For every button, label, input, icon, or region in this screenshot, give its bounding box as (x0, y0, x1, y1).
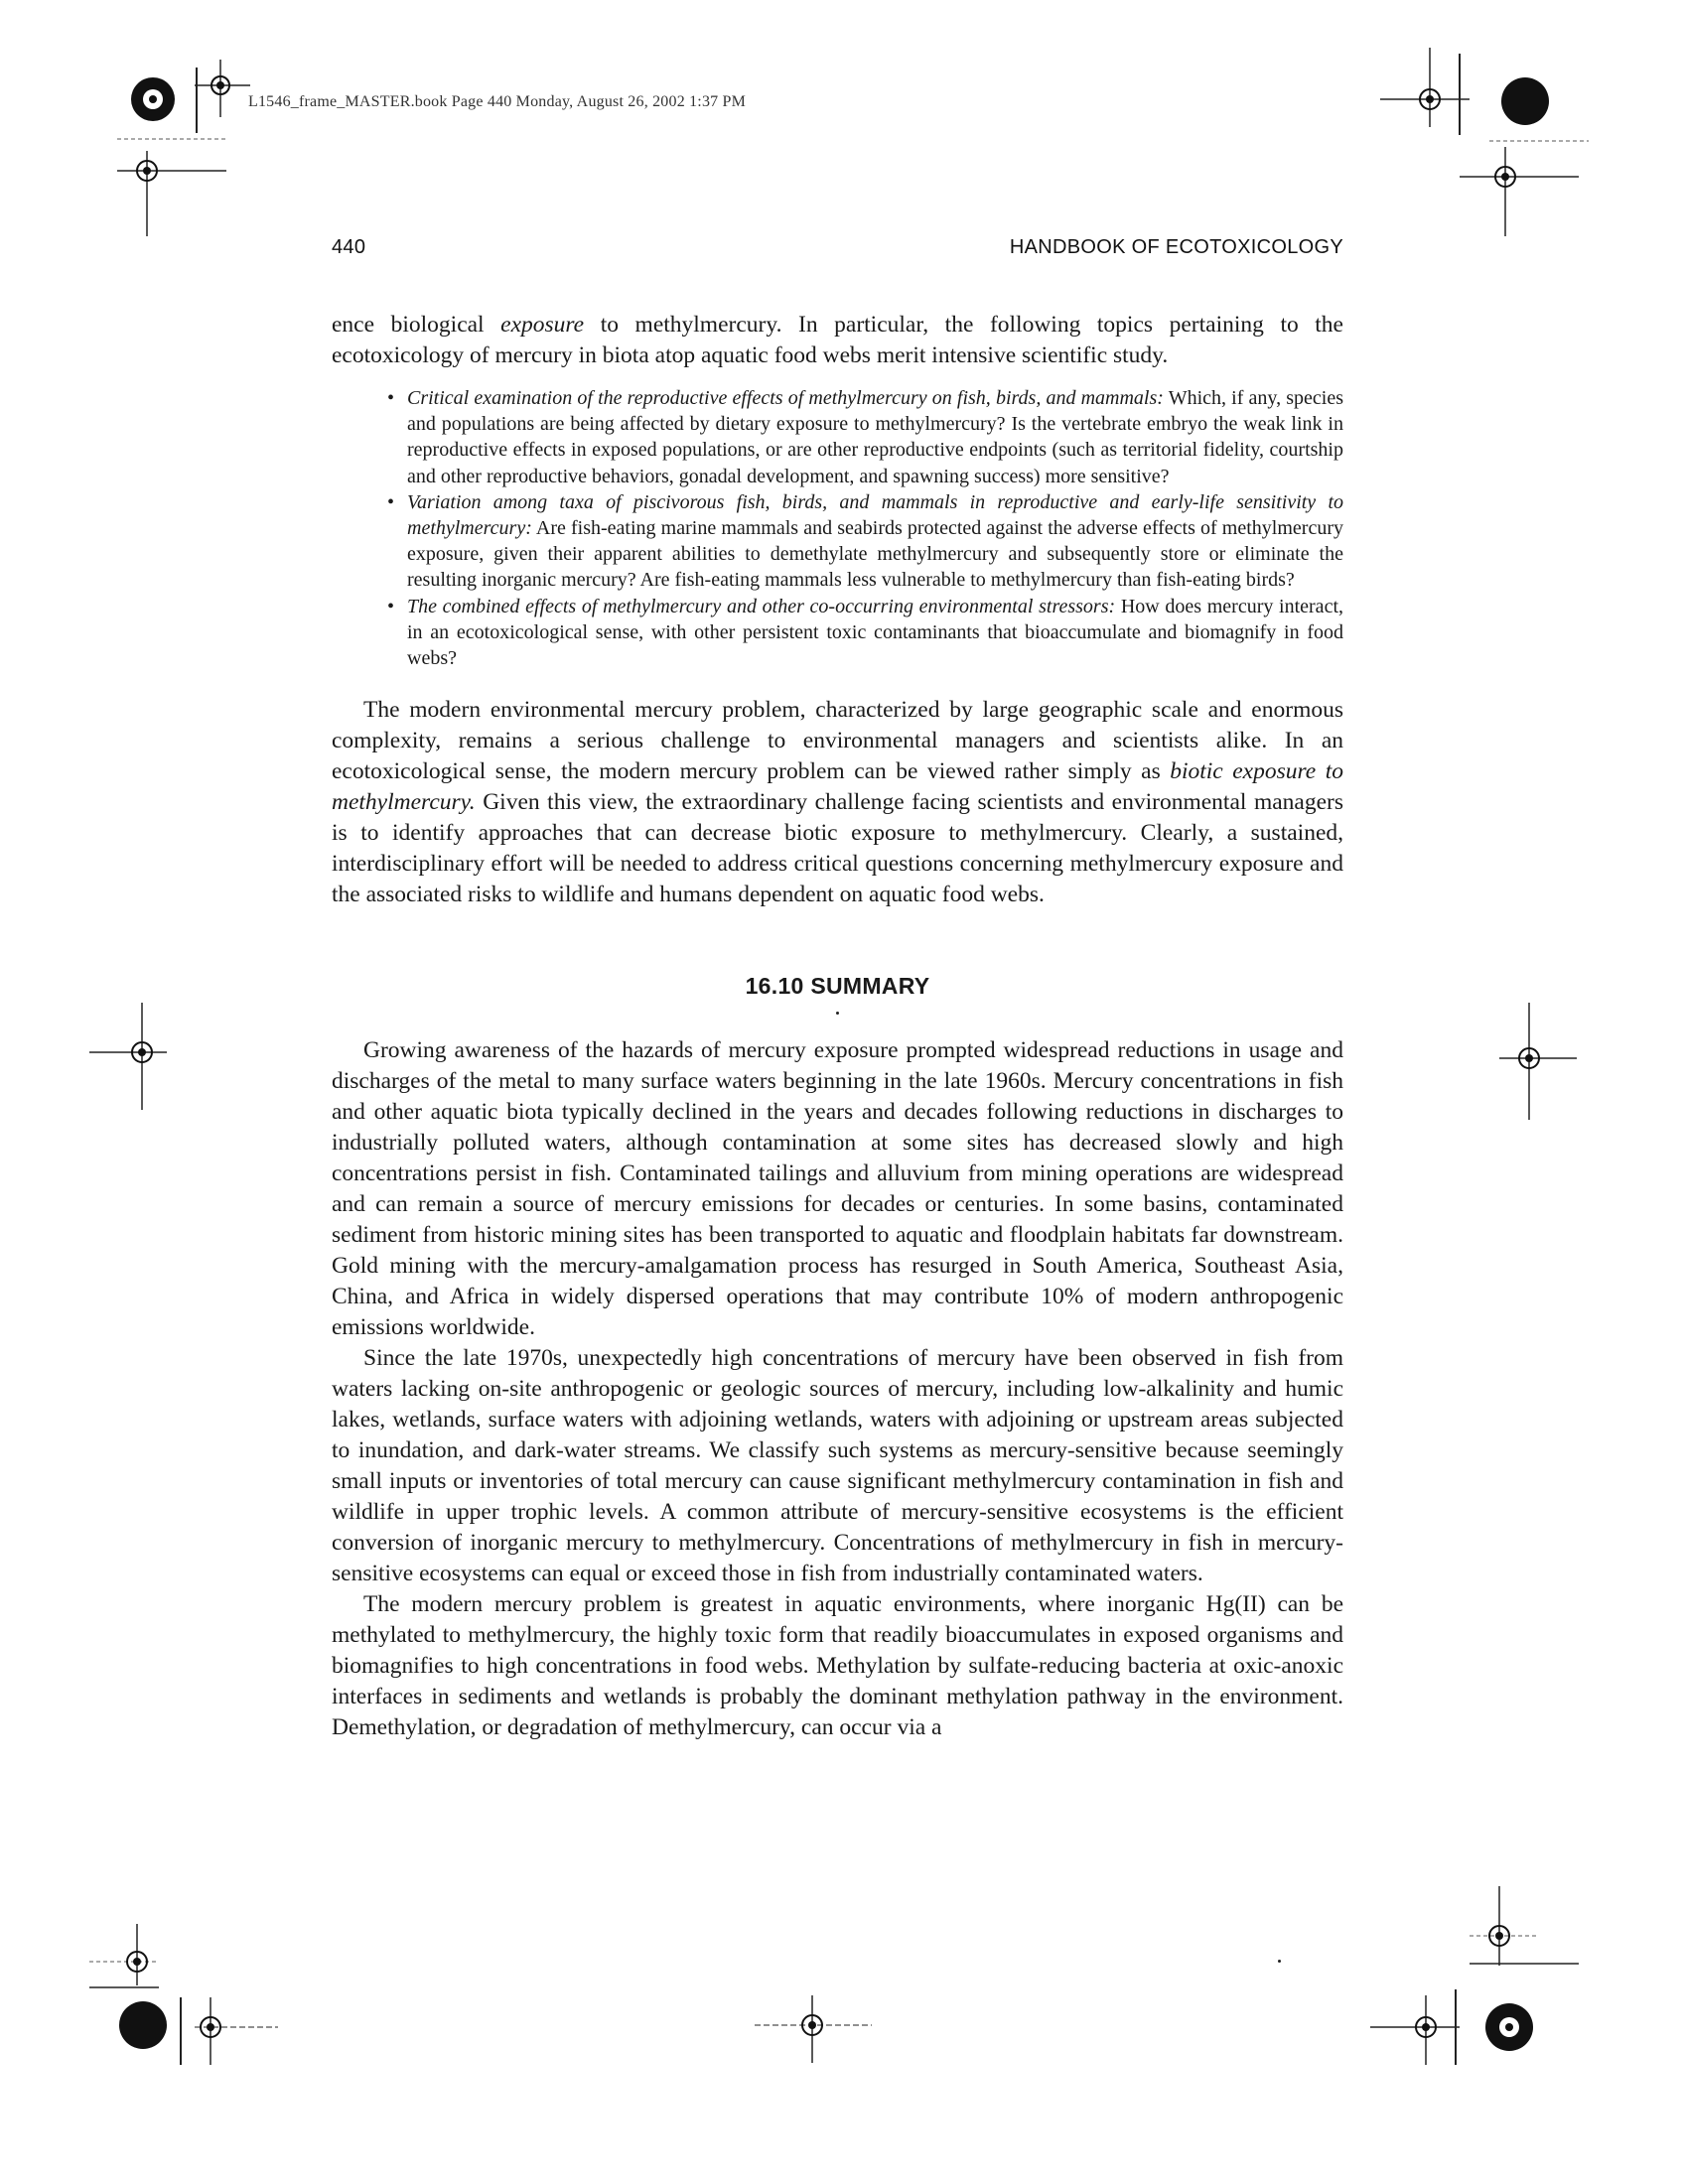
intro-paragraph (332, 310, 1343, 371)
intro-italic: exposure (500, 312, 585, 338)
list-item-body: Are fish-eating marine mammals and seabirds protected against the adverse effects of methylmercury exposure, given their apparent abilities to demethylate methylmercury and subsequently store or eliminate the resulting inorganic mercury? Are fish-eating mammals less vulnerable to methylmercury than fish-eating birds? (407, 517, 1343, 592)
summary-paragraph: Growing awareness of the hazards of mercury exposure prompted widespread reductions in usage and discharges of the metal to many surface waters beginning in the late 1960s. Mercury concentrations in fish and other aquatic biota typically declined in the years and decades following reductions in discharges to industrially polluted waters, although contamination at some sites has decreased slowly and high concentrations persist in fish. Contaminated tailings and alluvium from mining operations are widespread and can remain a source of mercury emissions for decades or centuries. In some basins, contaminated sediment from historic mining sites has been transported to aquatic and floodplain habitats far downstream. Gold mining with the mercury-amalgamation process has resurged in South America, Southeast Asia, China, and Africa in widely dispersed operations that may contribute 10% of modern anthropogenic emissions worldwide. (332, 1037, 1343, 1341)
stray-ink-dot (1278, 1960, 1281, 1963)
list-item-title: The combined effects of methylmercury and other co-occurring environmental stressors: (407, 595, 1116, 617)
registration-mark-top-slug (195, 60, 254, 119)
page-body (332, 310, 1343, 1743)
print-slug-line: L1546_frame_MASTER.book Page 440 Monday, August 26, 2002 1:37 PM (248, 93, 747, 110)
list-item (407, 594, 1343, 672)
registration-mark-middle-right (1489, 1003, 1579, 1122)
registration-mark-bottom-right (1370, 1886, 1599, 2075)
registration-mark-middle-left (89, 1003, 179, 1112)
intro-text-1: ence biological (332, 312, 501, 338)
modern-problem-paragraph (332, 695, 1343, 910)
intro-text-2: to methylmercury. In particular, the following topics pertaining to the ecotoxicology of mercury in biota atop aquatic food webs merit intensive scientific study. (332, 312, 1343, 368)
registration-mark-bottom-left (89, 1906, 288, 2075)
list-item-body: How does mercury interact, in an ecotoxicological sense, with other persistent toxic contaminants that bioaccumulate and biomagnify in food webs? (407, 595, 1343, 670)
summary-paragraph: The modern mercury problem is greatest in aquatic environments, where inorganic Hg(II) can be methylated to methylmercury, the highly toxic form that readily bioaccumulates in exposed organisms and biomagnifies to high concentrations in food webs. Methylation by sulfate-reducing bacteria at oxic-anoxic interfaces in sediments and wetlands is probably the dominant methylation pathway in the environment. Demethylation, or degradation of methylmercury, can occur via a (332, 1591, 1343, 1741)
modern-problem-text-2: Given this view, the extraordinary challenge facing scientists and environmental managers is to identify approaches that can decrease biotic exposure to methylmercury. Clearly, a sustained, interdisciplinary effort will be needed to address critical questions concerning methylmercury exposure and the associated risks to wildlife and humans dependent on aquatic food webs. (332, 789, 1343, 908)
running-head (332, 236, 1343, 259)
modern-problem-text-1: The modern environmental mercury problem, characterized by large geographic scale and enormous complexity, remains a serious challenge to environmental managers and scientists alike. In an ecotoxicological sense, the modern mercury problem can be viewed rather simply as (332, 697, 1343, 785)
registration-mark-bottom-center (755, 1985, 874, 2065)
page-number: 440 (332, 236, 366, 258)
list-item (407, 385, 1343, 489)
registration-mark-top-right (1380, 48, 1609, 246)
list-item-title: Variation among taxa of piscivorous fish, birds, and mammals in reproductive and early-life sensitivity to methylmercury: (407, 490, 1343, 540)
list-item-body: Which, if any, species and populations are being affected by dietary exposure to methylmercury? Is the vertebrate embryo the weak link in reproductive effects in exposed populations, or are other reproductive endpoints (such as territorial fidelity, courtship and other reproductive behaviors, gonadal development, and spawning success) more sensitive? (407, 387, 1343, 487)
list-item-title: Critical examination of the reproductive effects of methylmercury on fish, birds, and mammals: (407, 387, 1164, 409)
list-item (407, 489, 1343, 594)
research-topics-list (332, 385, 1343, 671)
book-title: HANDBOOK OF ECOTOXICOLOGY (1009, 236, 1343, 258)
section-heading: 16.10 SUMMARY (745, 973, 930, 1000)
modern-problem-italic: biotic exposure to methylmercury. (332, 758, 1343, 816)
summary-paragraph: Since the late 1970s, unexpectedly high concentrations of mercury have been observed in fish from waters lacking on-site anthropogenic or geologic sources of mercury, including low-alkalinity and humic lakes, wetlands, surface waters with adjoining wetlands, waters with adjoining or upstream areas subjected to inundation, and dark-water streams. We classify such systems as mercury-sensitive because seemingly small inputs or inventories of total mercury can cause significant methylmercury contamination in fish and wildlife in upper trophic levels. A common attribute of mercury-sensitive ecosystems is the efficient conversion of inorganic mercury to methylmercury. Concentrations of methylmercury in fish in mercury-sensitive ecosystems can equal or exceed those in fish from industrially contaminated waters. (332, 1345, 1343, 1587)
